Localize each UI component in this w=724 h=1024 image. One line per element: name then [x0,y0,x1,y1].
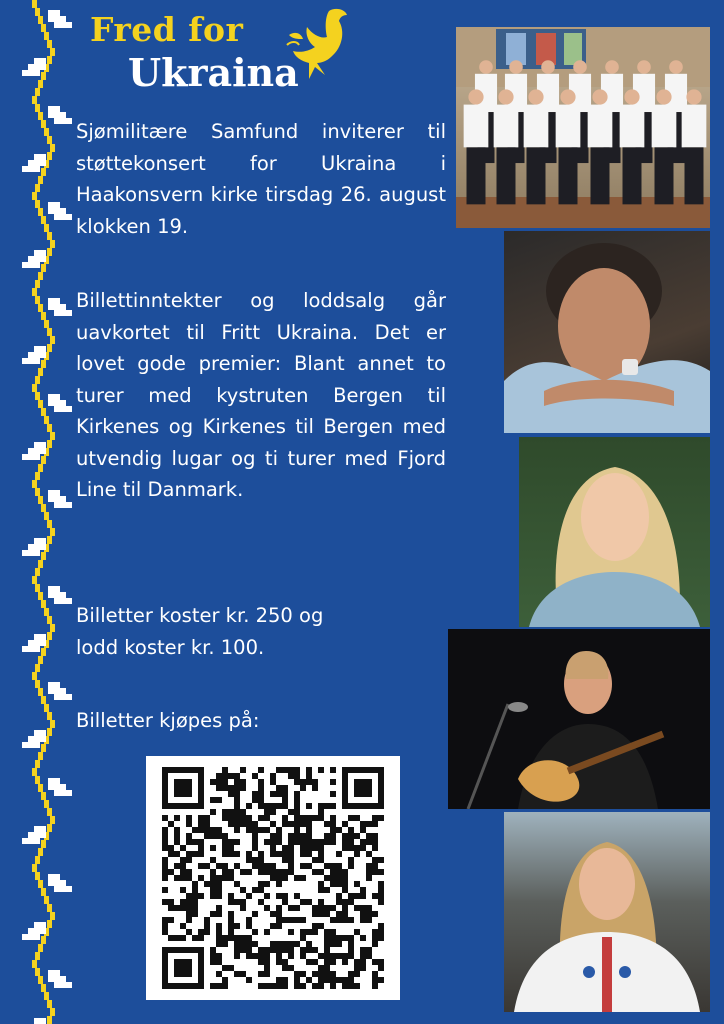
embroidery-border [18,0,78,1024]
price-line-tickets: Billetter koster kr. 250 og [76,604,324,627]
photo-woman-white-blouse [504,812,710,1012]
paragraph-buy: Billetter kjøpes på: [76,709,260,732]
photo-man-portrait [504,231,710,433]
price-line-lottery: lodd koster kr. 100. [76,635,265,659]
qr-code[interactable] [146,756,400,1000]
title-line-1: Fred for [90,10,244,49]
photo-choir [456,27,710,228]
photo-woman-blonde [519,437,710,627]
title-line-2: Ukraina [128,50,299,95]
photo-guitarist [448,629,710,809]
paragraph-prizes: Billettinntekter og loddsalg går uavkortet til Fritt Ukraina. Det er lovet gode premier: Blant annet to turer med kystruten Bergen til Kirkenes og Kirkenes til Bergen med utvendig lugar og ti turer med Fjord Line til Danmark. [76,289,446,501]
paragraph-invitation: Sjømilitære Samfund inviterer til støttekonsert for Ukraina i Haakonsvern kirke tirsdag 26. august klokken 19. [76,120,446,238]
paragraph-prices [76,600,446,663]
dove-icon [285,5,357,85]
